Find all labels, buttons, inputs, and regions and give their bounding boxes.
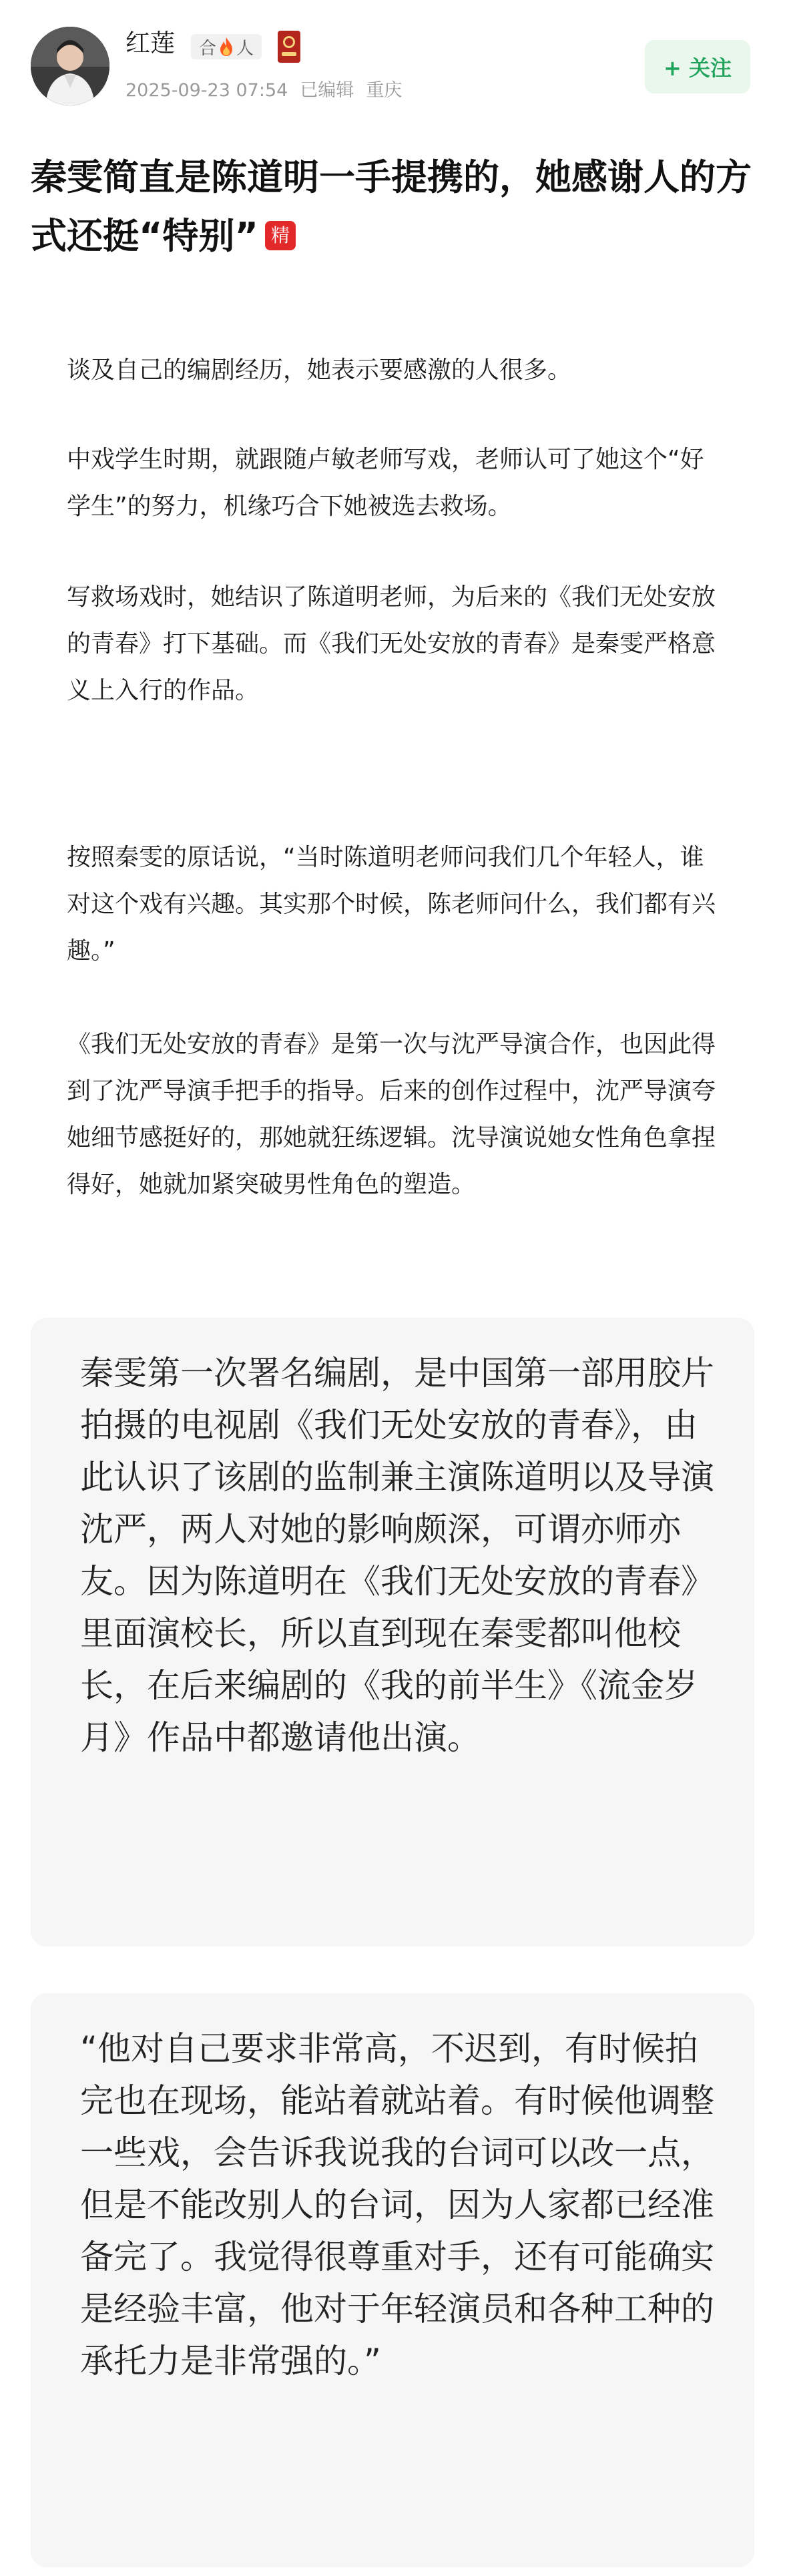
post-timestamp: 2025-09-23 07:54 (125, 80, 288, 101)
essence-badge: 精 (265, 221, 296, 250)
red-seal-icon (278, 31, 300, 63)
article-title-text: 秦雯简直是陈道明一手提携的，她感谢人的方式还挺“特别” (31, 156, 752, 257)
paragraph-5: 《我们无处安放的青春》是第一次与沈严导演合作，也因此得到了沈严导演手把手的指导。后来的创作过程中，沈严导演夸她细节感挺好的，那她就狂练逻辑。沈导演说她女性角色拿捏得好，她就加紧突破男性角色的塑造。 (67, 1031, 716, 1198)
avatar-image (31, 27, 109, 105)
article-title (31, 148, 754, 266)
paragraph-1: 谈及自己的编剧经历，她表示要感激的人很多。 (67, 356, 572, 384)
author-badges (191, 33, 300, 60)
quote-card (31, 1993, 754, 2567)
honor-badge[interactable] (191, 34, 262, 59)
author-name[interactable]: 红莲 (125, 29, 175, 57)
post-meta (125, 81, 402, 99)
badge-label-right: 人 (236, 38, 254, 59)
edited-label: 已编辑 (300, 80, 354, 101)
quote-text: “他对自己要求非常高，不迟到，有时候拍完也在现场，能站着就站着。有时候他调整一些戏，会告诉我说我的台词可以改一点，但是不能改别人的台词，因为人家都已经准备完了。我觉得很尊重对手，还有可能确实是经验丰富，他对于年轻演员和各种工种的承托力是非常强的。” (80, 2029, 714, 2380)
quote-card (31, 1318, 754, 1947)
paragraph-4: 按照秦雯的原话说，“当时陈道明老师问我们几个年轻人，谁对这个戏有兴趣。其实那个时候，陈老师问什么，我们都有兴趣。” (67, 844, 716, 965)
post-header (0, 0, 785, 127)
badge-label-left: 合 (199, 38, 217, 59)
post-location: 重庆 (366, 80, 403, 101)
fire-icon (219, 37, 234, 57)
avatar[interactable] (31, 27, 109, 105)
quote-text: 秦雯第一次署名编剧，是中国第一部用胶片拍摄的电视剧《我们无处安放的青春》，由此认识了该剧的监制兼主演陈道明以及导演沈严，两人对她的影响颇深，可谓亦师亦友。因为陈道明在《我们无处安放的青春》里面演校长，所以直到现在秦雯都叫他校长，在后来编剧的《我的前半生》《流金岁月》作品中都邀请他出演。 (80, 1354, 714, 1757)
paragraph-2: 中戏学生时期，就跟随卢敏老师写戏，老师认可了她这个“好学生”的努力，机缘巧合下她被选去救场。 (67, 446, 704, 520)
paragraph-3: 写救场戏时，她结识了陈道明老师，为后来的《我们无处安放的青春》打下基础。而《我们无处安放的青春》是秦雯严格意义上入行的作品。 (67, 583, 716, 704)
follow-button[interactable]: + 关注 (645, 40, 750, 93)
